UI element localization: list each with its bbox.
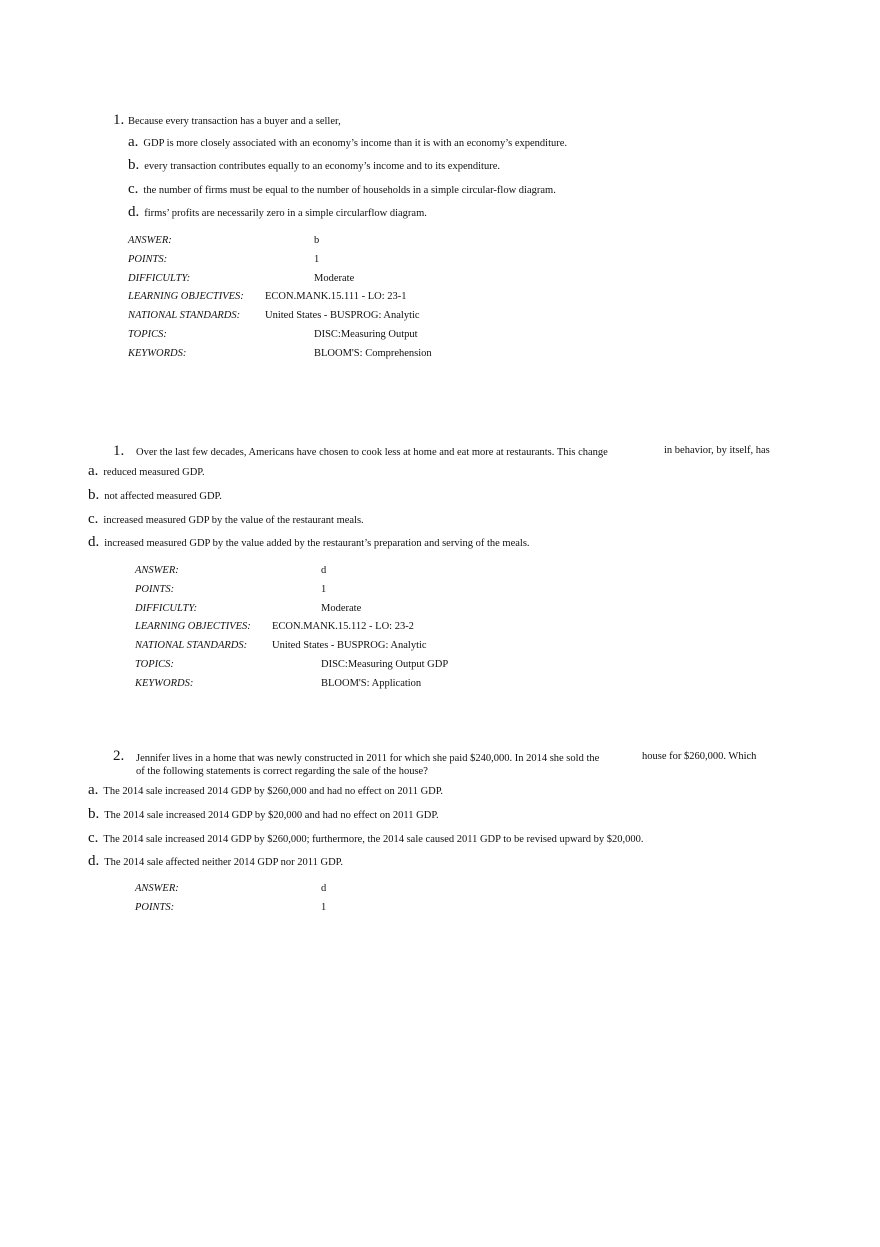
answer-option-b [128, 157, 500, 175]
meta-value: ECON.MANK.15.111 - LO: 23-1 [265, 291, 407, 303]
option-text: not affected measured GDP. [104, 491, 222, 502]
answer-option-b [88, 487, 222, 505]
meta-points [128, 253, 648, 272]
question-number: 2. [113, 748, 125, 764]
question-number: 1. [113, 112, 125, 128]
meta-value: BLOOM'S: Application [321, 677, 422, 689]
meta-value: United States - BUSPROG: Analytic [265, 310, 420, 322]
meta-label: POINTS: [135, 583, 175, 595]
meta-national-standards [135, 639, 655, 658]
option-letter: a. [88, 463, 99, 479]
meta-label: NATIONAL STANDARDS: [128, 310, 241, 322]
meta-keywords [128, 347, 648, 366]
option-letter: c. [128, 181, 139, 197]
meta-value: Moderate [321, 602, 362, 614]
question-stem: Over the last few decades, Americans have chosen to cook less at home and eat more at restaurants. This change [136, 447, 608, 458]
meta-label: ANSWER: [135, 883, 179, 894]
option-text: The 2014 sale increased 2014 GDP by $260,000; furthermore, the 2014 sale caused 2011 GDP to be revised upward by $20,000. [103, 834, 644, 845]
option-text: The 2014 sale increased 2014 GDP by $20,000 and had no effect on 2011 GDP. [104, 810, 439, 821]
answer-option-a [88, 463, 205, 481]
meta-label: KEYWORDS: [135, 677, 194, 689]
meta-value: Moderate [314, 272, 355, 284]
question-stem-line-2: of the following statements is correct regarding the sale of the house? [136, 766, 428, 777]
meta-value: United States - BUSPROG: Analytic [272, 640, 427, 652]
meta-label: LEARNING OBJECTIVES: [128, 291, 244, 303]
option-letter: b. [88, 806, 100, 822]
option-letter: c. [88, 830, 99, 846]
question-stem: Jennifer lives in a home that was newly constructed in 2011 for which she paid $240,000. In 2014 she sold the [136, 753, 600, 764]
option-text: every transaction contributes equally to an economy’s income and to its expenditure. [144, 161, 500, 172]
answer-option-a [88, 782, 443, 800]
meta-difficulty [128, 272, 648, 291]
meta-label: NATIONAL STANDARDS: [135, 640, 248, 652]
meta-topics [135, 658, 655, 677]
meta-topics [128, 328, 648, 347]
option-letter: c. [88, 511, 99, 527]
answer-option-b [88, 806, 439, 824]
option-text: The 2014 sale affected neither 2014 GDP nor 2011 GDP. [104, 857, 343, 868]
meta-points [135, 901, 655, 920]
answer-option-d [128, 204, 427, 222]
meta-value: b [314, 235, 320, 246]
option-text: increased measured GDP by the value added by the restaurant’s preparation and serving of the meals. [104, 538, 530, 549]
meta-label: ANSWER: [135, 565, 179, 576]
option-letter: d. [88, 534, 100, 550]
meta-label: TOPICS: [135, 658, 174, 670]
meta-label: POINTS: [135, 901, 175, 913]
meta-answer [128, 234, 648, 253]
meta-label: DIFFICULTY: [135, 602, 198, 614]
question-stem: Because every transaction has a buyer and a seller, [128, 116, 341, 127]
meta-keywords [135, 677, 655, 696]
question-stem-continued: house for $260,000. Which [642, 751, 757, 762]
option-letter: a. [128, 134, 139, 150]
option-text: increased measured GDP by the value of the restaurant meals. [103, 515, 364, 526]
option-text: The 2014 sale increased 2014 GDP by $260,000 and had no effect on 2011 GDP. [103, 786, 444, 797]
answer-option-d [88, 853, 343, 871]
meta-value: 1 [314, 253, 320, 265]
meta-learning-objectives [135, 620, 655, 639]
meta-answer [135, 882, 655, 901]
answer-option-c [128, 181, 556, 199]
question-number: 1. [113, 443, 125, 459]
option-text: the number of firms must be equal to the number of households in a simple circular-flow diagram. [143, 185, 556, 196]
option-letter: b. [88, 487, 100, 503]
meta-label: LEARNING OBJECTIVES: [135, 621, 251, 633]
option-letter: a. [88, 782, 99, 798]
meta-national-standards [128, 309, 648, 328]
meta-value: DISC:Measuring Output GDP [321, 658, 449, 670]
meta-learning-objectives [128, 290, 648, 309]
option-letter: b. [128, 157, 140, 173]
answer-option-a [128, 134, 567, 152]
meta-value: 1 [321, 583, 327, 595]
answer-option-d [88, 534, 530, 552]
meta-points [135, 583, 655, 602]
option-text: firms’ profits are necessarily zero in a simple circularflow diagram. [144, 208, 427, 219]
question-metadata [135, 882, 655, 920]
meta-value: 1 [321, 901, 327, 913]
option-letter: d. [88, 853, 100, 869]
answer-option-c [88, 511, 364, 529]
question-stem-continued: in behavior, by itself, has [664, 445, 770, 456]
meta-label: TOPICS: [128, 328, 167, 340]
meta-value: ECON.MANK.15.112 - LO: 23-2 [272, 621, 414, 633]
meta-label: POINTS: [128, 253, 168, 265]
question-metadata [128, 234, 648, 366]
meta-value: DISC:Measuring Output [314, 328, 418, 340]
meta-value: BLOOM'S: Comprehension [314, 347, 432, 359]
meta-label: DIFFICULTY: [128, 272, 191, 284]
meta-difficulty [135, 602, 655, 621]
option-text: reduced measured GDP. [103, 467, 205, 478]
meta-value: d [321, 565, 327, 576]
answer-option-c [88, 830, 643, 848]
meta-value: d [321, 883, 327, 894]
option-text: GDP is more closely associated with an economy’s income than it is with an economy’s expenditure. [143, 138, 568, 149]
meta-answer [135, 564, 655, 583]
meta-label: ANSWER: [128, 235, 172, 246]
meta-label: KEYWORDS: [128, 347, 187, 359]
question-metadata [135, 564, 655, 696]
option-letter: d. [128, 204, 140, 220]
